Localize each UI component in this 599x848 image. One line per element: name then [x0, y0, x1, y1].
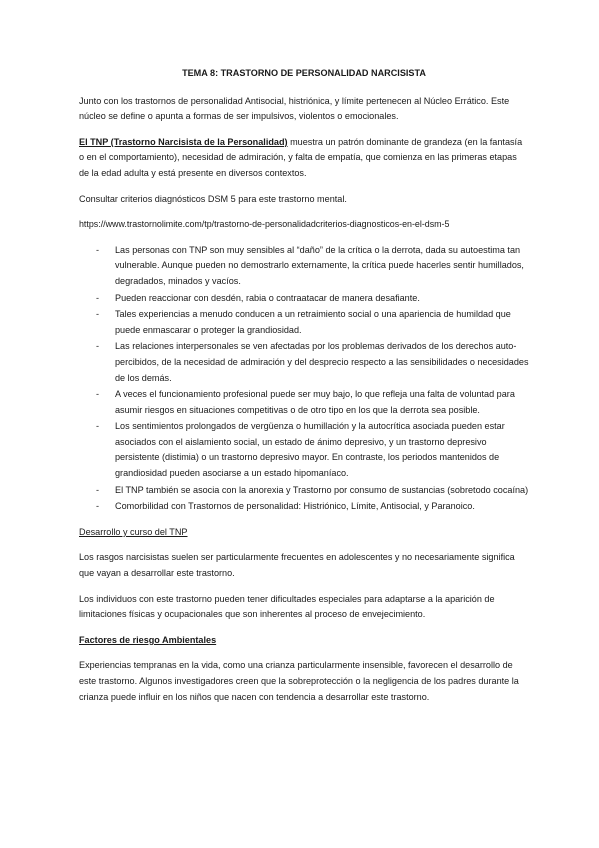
reference-url: https://www.trastornolimite.com/tp/trastorno-de-personalidadcriterios-diagnosticos-en-el-dsm-5	[79, 219, 450, 230]
bullet-text: Comorbilidad con Trastornos de personalidad: Histriónico, Límite, Antisocial, y Paranoico.	[115, 501, 475, 512]
list-item	[79, 483, 529, 499]
list-item	[79, 499, 529, 515]
list-item	[79, 307, 529, 338]
intro-paragraph: Junto con los trastornos de personalidad Antisocial, histriónica, y límite pertenecen al Núcleo Errático. Este núcleo se define o apunta a formas de ser impulsivos, violentos o emocionales.	[79, 95, 510, 122]
tnp-definition-paragraph	[79, 135, 529, 182]
tnp-term: El TNP (Trastorno Narcisista de la Personalidad)	[79, 136, 288, 147]
section-heading-course: Desarrollo y curso del TNP	[79, 526, 188, 537]
bullet-dash: -	[96, 292, 100, 303]
consult-paragraph: Consultar criterios diagnósticos DSM 5 para este trastorno mental.	[79, 193, 347, 204]
bullet-dash: -	[96, 341, 100, 352]
bullet-dash: -	[96, 501, 100, 512]
course-paragraph-1: Los rasgos narcisistas suelen ser particularmente frecuentes en adolescentes y no necesariamente significa que vayan a desarrollar este trastorno.	[79, 552, 515, 579]
risk-paragraph-1: Experiencias tempranas en la vida, como una crianza particularmente insensible, favorecen el desarrollo de este trastorno. Algunos investigadores creen que la sobreprotección o la negligencia de los padres durante la crianza puede influir en los niños que nacen con tendencia a desarrollar este trastorno.	[79, 660, 519, 702]
bullet-dash: -	[96, 484, 100, 495]
course-paragraph-2: Los individuos con este trastorno pueden tener dificultades especiales para adaptarse a la aparición de limitaciones físicas y ocupacionales que son inherentes al proceso de envejecimiento.	[79, 593, 495, 620]
bullet-text: Las relaciones interpersonales se ven afectadas por los problemas derivados de los derechos auto-percibidos, de la necesidad de admiración y del desprecio respecto a las sensibilidades o necesidades de los demás.	[115, 341, 529, 383]
bullet-text: Tales experiencias a menudo conducen a un retraimiento social o una apariencia de humildad que puede enmascarar o proteger la grandiosidad.	[115, 309, 511, 335]
bullet-dash: -	[96, 244, 100, 255]
bullet-dash: -	[96, 309, 100, 320]
section-heading-risk: Factores de riesgo Ambientales	[79, 634, 217, 645]
list-item	[79, 387, 529, 418]
page-title: TEMA 8: TRASTORNO DE PERSONALIDAD NARCISISTA	[182, 68, 426, 78]
bullet-dash: -	[96, 421, 100, 432]
bullet-list	[79, 243, 529, 515]
bullet-text: Las personas con TNP son muy sensibles al “daño” de la crítica o la derrota, dada su autoestima tan vulnerable. Aunque pueden no demostrarlo externamente, la crítica puede hacerles sentir humillados, degradados, minados y vacíos.	[115, 244, 524, 286]
bullet-text: Pueden reaccionar con desdén, rabia o contraatacar de manera desafiante.	[115, 292, 420, 303]
bullet-text: Los sentimientos prolongados de vergüenza o humillación y la autocrítica asociada pueden estar asociados con el aislamiento social, un estado de ánimo depresivo, y un trastorno depresivo persistente (distimia) o un trastorno depresivo mayor. En contraste, los periodos mantenidos de grandiosidad pueden asociarse a un estado hipomaníaco.	[115, 421, 505, 479]
list-item	[79, 419, 529, 481]
list-item	[79, 339, 529, 386]
bullet-dash: -	[96, 389, 100, 400]
bullet-text: A veces el funcionamiento profesional puede ser muy bajo, lo que refleja una falta de voluntad para asumir riesgos en situaciones competitivas o de otro tipo en los que la derrota sea posible.	[115, 389, 515, 415]
list-item	[79, 243, 529, 290]
bullet-text: El TNP también se asocia con la anorexia y Trastorno por consumo de sustancias (sobretodo cocaína)	[115, 484, 529, 495]
list-item	[79, 291, 529, 307]
tnp-definition-text: muestra un patrón dominante de grandeza (en la fantasía o en el comportamiento), necesidad de admiración, y falta de empatía, que comienza en las primeras etapas de la edad adulta y está presente en diversos contextos.	[79, 136, 523, 178]
